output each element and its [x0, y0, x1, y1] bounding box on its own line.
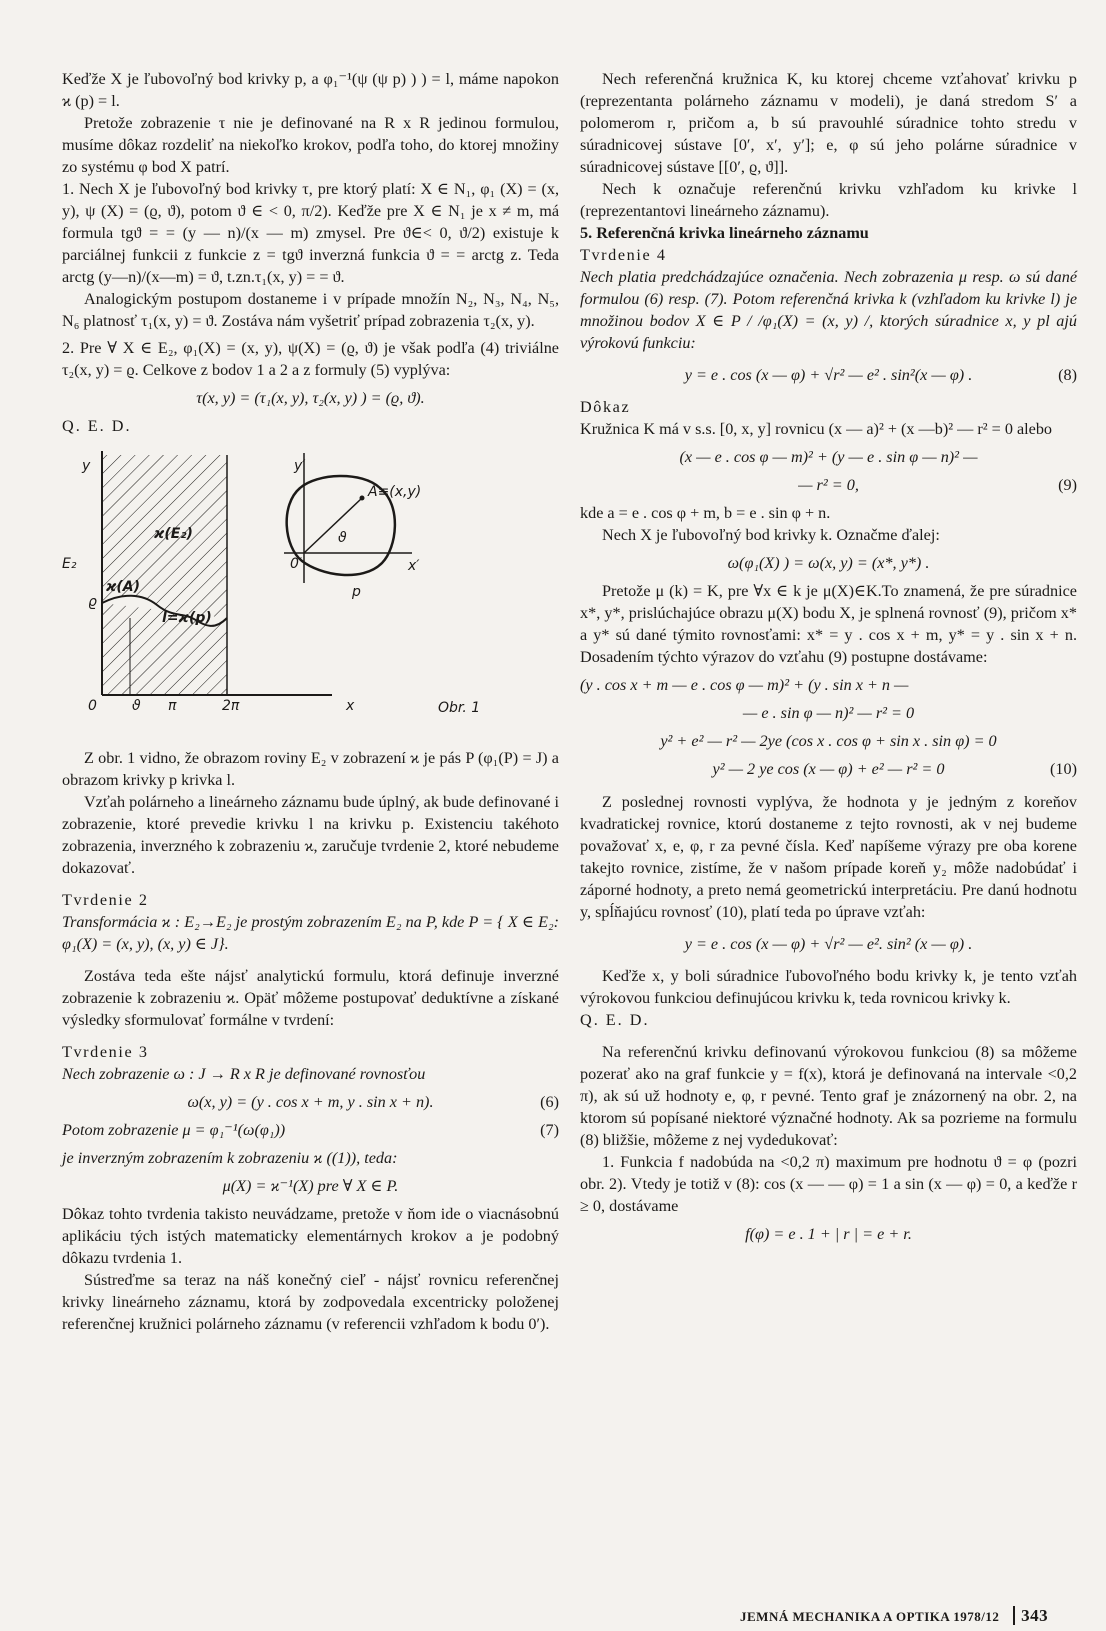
kappa-e2-label: ϰ(E₂) [154, 526, 193, 542]
equation-9a: (x — e . cos φ — m)² + (y — e . sin φ — n)² — [679, 448, 978, 466]
equation-root: y = e . cos (x — φ) + √r² — e². sin² (x — φ) . [684, 935, 973, 953]
paragraph: 2. Pre ∀ X ∈ E₂, φ₁(X) = (x, y), ψ(X) = (ϱ, ϑ) je však podľa (4) triviálne τ₂(x, y) = ϱ. Celkove z bodov 1 a 2 a z formuly (5) vyplýva: [62, 339, 559, 379]
equation-b: y² + e² — r² — 2ye (cos x . cos φ + sin x . sin φ) = 0 [660, 732, 997, 750]
paragraph: Vzťah polárneho a lineárneho záznamu bude úplný, ak bude definované i zobrazenie, ktoré prevedie krivku l na krivku p. Existenciu takéhoto zobrazenia, inverzného k zobrazeniu ϰ, zaručuje tvrdenie 2, ktoré nebudeme dokazovať. [62, 793, 559, 877]
page-number: 343 [1013, 1606, 1048, 1625]
theta-angle-label: ϑ [338, 530, 347, 546]
theorem-text: Transformácia ϰ : E₂→E₂ je prostým zobrazením E₂ na P, kde P = { X ∈ E₂: φ₁(X) = (x, y), (x, y) ∈ J}. [62, 913, 559, 953]
curve-l-label: l=ϰ(p) [162, 610, 212, 626]
figure-caption: Obr. 1 [438, 700, 481, 716]
paragraph: Z poslednej rovnosti vyplýva, že hodnota y je jedným z koreňov kvadratickej rovnice, ktorú dostaneme z tejto rovnosti, ak v nej budeme považovať x, e, φ, r za pevné čísla. Keď napíšeme výrazy pre oba korene takejto rovnice, zistíme, že v našom prípade koreň y₂ môže nadobúdať i záporné hodnoty, a preto nemá geometrickú interpretáciu. Pre danú hodnotu y, spĺňajúcu rovnosť (10), platí teda po úprave vzťah: [580, 793, 1077, 921]
equation-omega: ω(φ₁(X) ) = ω(x, y) = (x*, y*) . [727, 554, 930, 572]
equation-8: y = e . cos (x — φ) + √r² — e² . sin²(x — φ) . (8) [684, 366, 1077, 384]
pi-label: π [168, 698, 177, 714]
paragraph: Z obr. 1 vidno, že obrazom roviny E₂ v zobrazení ϰ je pás P (φ₁(P) = J) a obrazom krivky p krivka l. [62, 749, 559, 789]
kappa-a-label: ϰ(A) [106, 579, 141, 595]
paragraph: Sústreďme sa teraz na náš konečný cieľ - nájsť rovnicu referenčnej krivky lineárneho záznamu, ktorá by zodpovedala excentricky položenej referenčnej kružnici polárneho záznamu (v referencii vzhľadom k bodu 0′). [62, 1271, 559, 1333]
theorem-text: Nech platia predchádzajúce označenia. Nech zobrazenia μ resp. ω sú dané formulou (6) resp. (7). Potom referenčná krivka k (vzhľadom ku krivke l) je množinou bodov X ∈ P / /φ₁(X) = (x, y) /, ktorých súradnice x, y pl ajú výrokovú funkciu: [580, 268, 1077, 352]
x-prime-label: x′ [408, 558, 420, 574]
paragraph: Keďže X je ľubovoľný bod krivky p, a φ₁⁻¹(ψ (ψ p) ) ) = l, máme napokon ϰ (p) = l. [62, 70, 559, 110]
paragraph: Pretože μ (k) = K, pre ∀x ∈ k je μ(X)∈K.To znamená, že pre súradnice x*, y*, prislúchajúce obrazu μ(X) bodu X, je splnená rovnosť (9), pričom x* a y* sú dané týmito rovnosťami: x* = y . cos x + m, y* = y . sin x + n. Dosadením týchto výrazov do vzťahu (9) postupne dostávame: [580, 582, 1077, 666]
y-axis-label: y [82, 458, 91, 474]
paragraph: Zostáva teda ešte nájsť analytickú formulu, ktorá definuje inverzné zobrazenie k zobrazeniu ϰ. Opäť môžeme postupovať deduktívne a získané výsledky sformulovať formálne v tvrdení: [62, 967, 559, 1029]
equation-10: y² — 2 ye cos (x — φ) + e² — r² = 0 (10) [712, 760, 1077, 778]
paragraph: 1. Nech X je ľubovoľný bod krivky τ, pre ktorý platí: X ∈ N₁, φ₁ (X) = (x, y), ψ (X) = (ϱ, ϑ), potom ϑ ∈ < 0, π/2). Keďže pre X ∈ N₁ je x ≠ m, má formula tgϑ = = (y — n)/(x — m) zmysel. Pre ϑ∈< 0, ϑ/2) existuje k parciálnej funkcii z funkcie z = tgϑ inverzná funkcia ϑ = = arctg z. Teda arctg (y—n)/(x—m) = ϑ, t.zn.τ₁(x, y) = = ϑ. [62, 180, 559, 286]
x-axis-label: x [346, 698, 355, 714]
paragraph: Nech referenčná kružnica K, ku ktorej chceme vzťahovať krivku p (reprezentanta polárneho záznamu v modeli), je daná stredom S′ a polomerom r, pričom a, b sú pravouhlé súradnice tohto stredu v súradnicovej sústave [0′, x′, y′]; e, φ sú jeho polárne súradnice v súradnicovej sústave [[0′, ϱ, ϑ]]. [580, 70, 1077, 176]
two-pi-label: 2π [222, 698, 240, 714]
page-footer [740, 1606, 1048, 1626]
section-heading: 5. Referenčná krivka lineárneho záznamu [580, 224, 869, 242]
equation-9b: — r² = 0, (9) [798, 476, 1077, 494]
radius-vector [304, 498, 362, 553]
left-column [62, 68, 559, 1335]
equation-7: μ(X) = ϰ⁻¹(X) pre ∀ X ∈ P. [222, 1177, 399, 1195]
equation-a1: (y . cos x + m — e . cos φ — m)² + (y . sin x + n — [580, 676, 909, 694]
qed: Q. E. D. [580, 1011, 650, 1029]
figure-1 [62, 443, 559, 743]
paragraph: Pretože zobrazenie τ nie je definované na R x R jedinou formulou, musíme dôkaz rozdeliť na niekoľko krokov, podľa toho, do ktorej množiny zo systému φ bod X patrí. [62, 114, 559, 176]
equation: τ(x, y) = (τ₁(x, y), τ₂(x, y) ) = (ϱ, ϑ). [196, 389, 425, 407]
paragraph: Keďže x, y boli súradnice ľubovoľného bodu krivky k, je tento vzťah výrokovou funkciou definujúcou krivku k, teda rovnicou krivky k. [580, 967, 1077, 1007]
e2-label: E₂ [62, 556, 77, 572]
equation-f: f(φ) = e . 1 + | r | = e + r. [745, 1225, 912, 1243]
origin-prime-label: 0′ [290, 556, 303, 572]
theta-label: ϑ [132, 698, 141, 714]
equation-6: ω(x, y) = (y . cos x + m, y . sin x + n). (6) [187, 1093, 559, 1111]
theorem-text: Nech zobrazenie ω : J → R x R je definované rovnosťou [62, 1065, 426, 1083]
equation-a2: — e . sin φ — n)² — r² = 0 [742, 704, 915, 722]
theorem-heading: Tvrdenie 3 [62, 1043, 149, 1061]
paragraph: Analogickým postupom dostaneme i v prípade množín N₂, N₃, N₄, N₅, N₆ platnosť τ₁(x, y) = ϑ. Zostáva nám vyšetriť prípad zobrazenia τ₂(x, y). [62, 290, 559, 330]
paragraph: 1. Funkcia f nadobúda na <0,2 π) maximum pre hodnotu ϑ = φ (pozri obr. 2). Vtedy je totiž v (8): cos (x — — φ) = 1 a sin (x — φ) = 0, a keďže r ≥ 0, dostávame [580, 1153, 1077, 1215]
theorem-text: je inverzným zobrazením k zobrazeniu ϰ ((1)), teda: [62, 1149, 398, 1167]
p-label: p [352, 584, 361, 600]
qed: Q. E. D. [62, 417, 132, 435]
point-a [360, 496, 365, 501]
paragraph: Nech X je ľubovoľný bod krivky k. Označme ďalej: [602, 526, 940, 544]
point-a-label: A≡(x,y) [368, 484, 422, 500]
paragraph: Na referenčnú krivku definovanú výrokovou funkciou (8) sa môžeme pozerať ako na graf funkcie y = f(x), ktorá je definovaná na intervale <0,2 π), ak sú už hodnoty e, φ, r pevné. Tento graf je znázornený na obr. 2, na ktorom sú popísané niektoré význačné hodnoty. Ak sa pozrieme na formulu (8) bližšie, môžeme z nej vydedukovať: [580, 1043, 1077, 1149]
journal-name: JEMNÁ MECHANIKA A OPTIKA 1978/12 [740, 1609, 1000, 1624]
paragraph: Nech k označuje referenčnú krivku vzhľadom ku krivke l (reprezentantovi lineárneho záznamu). [580, 180, 1077, 220]
rho-label: ϱ [88, 594, 97, 610]
equation-7-line: Potom zobrazenie μ = φ₁⁻¹(ω(φ₁)) (7) [62, 1121, 559, 1139]
right-column [580, 68, 1077, 1251]
theorem-heading: Tvrdenie 4 [580, 246, 667, 264]
paragraph: Dôkaz tohto tvrdenia takisto neuvádzame, pretože v ňom ide o viacnásobnú aplikáciu tých istých matematicky elementárnych krokov a je podobný dôkazu tvrdenia 1. [62, 1205, 559, 1267]
proof-heading: Dôkaz [580, 398, 631, 416]
theorem-heading: Tvrdenie 2 [62, 891, 149, 909]
origin-label: 0 [88, 698, 97, 714]
paragraph: kde a = e . cos φ + m, b = e . sin φ + n. [580, 504, 831, 522]
paragraph: Kružnica K má v s.s. [0, x, y] rovnicu (x — a)² + (x —b)² — r² = 0 alebo [580, 420, 1053, 438]
y-prime-label: y′ [294, 458, 306, 474]
